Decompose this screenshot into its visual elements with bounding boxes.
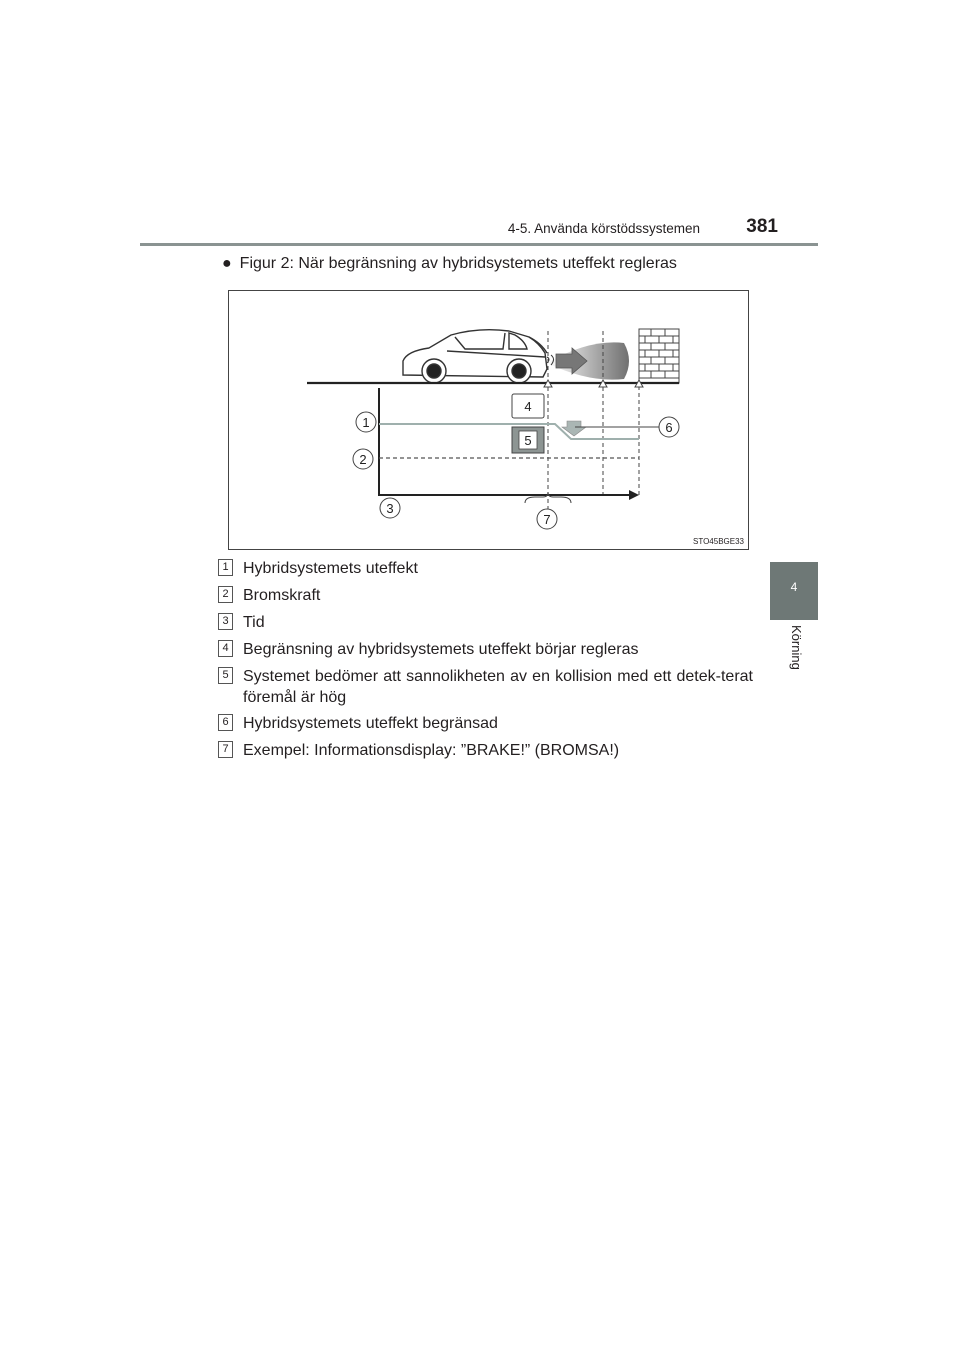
figure-heading-text: Figur 2: När begränsning av hybridsystemets uteffekt regleras [239,255,677,272]
chapter-tab-number: 4 [790,580,798,594]
legend-text: Hybridsystemets uteffekt [243,560,418,577]
callout-2-label: 2 [359,452,367,467]
legend-number: 1 [218,559,233,576]
callout-3-label: 3 [386,501,394,516]
bullet-icon: ● [222,255,232,272]
callout-5-label: 5 [524,433,532,448]
legend-text: Exempel: Informationsdisplay: ”BRAKE!” (BROMSA!) [243,742,620,759]
legend-text: Tid [243,614,265,631]
figure-code: STO45BGE33 [693,537,744,546]
callout-1-label: 1 [362,415,370,430]
time-arrow-icon [629,490,639,500]
legend-number: 7 [218,741,233,758]
legend-number: 4 [218,640,233,657]
brick-wall-icon [639,329,679,383]
hybrid-output-line [379,424,639,439]
chapter-tab [770,562,818,620]
legend-number: 5 [218,667,233,684]
legend-text: Hybridsystemets uteffekt begränsad [243,715,498,732]
chapter-label: Körning [789,625,804,670]
car-icon [403,330,554,383]
legend-text: Begränsning av hybridsystemets uteffekt börjar regleras [243,641,639,658]
header-section-title: 4-5. Använda körstödssystemen [507,221,700,236]
legend-text: Systemet bedömer att sannolikheten av en kollision med ett detek-terat föremål är hög [243,668,753,706]
callout-6-label: 6 [665,420,673,435]
figure-frame [228,290,749,550]
legend-text: Bromskraft [243,587,321,604]
legend-number: 6 [218,714,233,731]
header-rule [140,243,818,246]
callout-4-label: 4 [524,399,532,414]
figure-illustration [229,291,748,549]
legend-number: 2 [218,586,233,603]
legend-number: 3 [218,613,233,630]
figure-heading [222,255,677,273]
page-number: 381 [746,216,778,237]
callout-7-label: 7 [543,512,551,527]
